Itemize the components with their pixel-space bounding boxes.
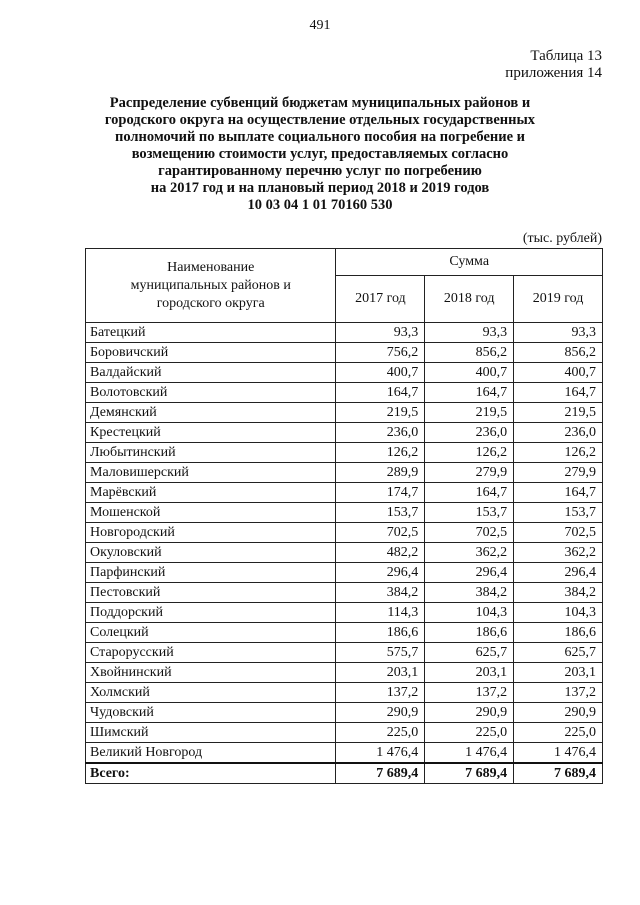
table-row [86, 743, 603, 764]
cell-2017: 93,3 [336, 323, 425, 343]
table-body [86, 323, 603, 784]
cell-2017: 702,5 [336, 523, 425, 543]
cell-2018: 236,0 [425, 423, 514, 443]
cell-district-name: Чудовский [86, 703, 336, 723]
cell-district-name: Мошенской [86, 503, 336, 523]
cell-district-name: Пестовский [86, 583, 336, 603]
cell-2019: 137,2 [514, 683, 603, 703]
table-row [86, 623, 603, 643]
cell-2017: 174,7 [336, 483, 425, 503]
cell-2019: 219,5 [514, 403, 603, 423]
table-row [86, 543, 603, 563]
cell-2017: 482,2 [336, 543, 425, 563]
cell-district-name: Демянский [86, 403, 336, 423]
cell-2019: 384,2 [514, 583, 603, 603]
table-row [86, 703, 603, 723]
cell-district-name: Батецкий [86, 323, 336, 343]
table-row [86, 643, 603, 663]
table-row [86, 363, 603, 383]
table-row [86, 663, 603, 683]
cell-2017: 126,2 [336, 443, 425, 463]
table-row [86, 483, 603, 503]
cell-2017: 289,9 [336, 463, 425, 483]
table-row [86, 603, 603, 623]
cell-2018: 153,7 [425, 503, 514, 523]
cell-district-name: Великий Новгород [86, 743, 336, 764]
table-row [86, 563, 603, 583]
cell-2019: 1 476,4 [514, 743, 603, 764]
cell-2017: 756,2 [336, 343, 425, 363]
title-line: гарантированному перечню услуг по погребению [158, 163, 482, 179]
page-number: 491 [309, 18, 331, 33]
cell-district-name: Крестецкий [86, 423, 336, 443]
cell-2018: 126,2 [425, 443, 514, 463]
cell-2018: 362,2 [425, 543, 514, 563]
cell-2017: 153,7 [336, 503, 425, 523]
cell-2018: 164,7 [425, 383, 514, 403]
units-label: (тыс. рублей) [522, 231, 602, 246]
header-year-2019: 2019 год [514, 276, 603, 323]
header-sum: Сумма [336, 249, 603, 276]
cell-district-name: Окуловский [86, 543, 336, 563]
cell-2019: 153,7 [514, 503, 603, 523]
cell-2019: 856,2 [514, 343, 603, 363]
cell-2019: 164,7 [514, 483, 603, 503]
header-year-2017: 2017 год [336, 276, 425, 323]
header-name-line: Наименование [167, 259, 255, 275]
cell-2017: 7 689,4 [336, 763, 425, 784]
cell-2019: 7 689,4 [514, 763, 603, 784]
cell-2019: 126,2 [514, 443, 603, 463]
table-row [86, 403, 603, 423]
cell-2018: 1 476,4 [425, 743, 514, 764]
cell-2019: 625,7 [514, 643, 603, 663]
budget-code-line: 10 03 04 1 01 70160 530 [247, 197, 393, 213]
cell-2017: 219,5 [336, 403, 425, 423]
cell-2017: 400,7 [336, 363, 425, 383]
header-name [86, 249, 336, 323]
table-row [86, 723, 603, 743]
cell-2019: 362,2 [514, 543, 603, 563]
title-line: Распределение субвенций бюджетам муниципальных районов и [109, 95, 531, 111]
cell-2019: 702,5 [514, 523, 603, 543]
table-reference [505, 48, 602, 82]
cell-district-name: Валдайский [86, 363, 336, 383]
cell-district-name: Волотовский [86, 383, 336, 403]
header-name-line: муниципальных районов и [130, 277, 291, 293]
cell-2018: 203,1 [425, 663, 514, 683]
cell-2017: 575,7 [336, 643, 425, 663]
cell-2018: 290,9 [425, 703, 514, 723]
cell-2017: 186,6 [336, 623, 425, 643]
cell-district-name: Поддорский [86, 603, 336, 623]
cell-2018: 296,4 [425, 563, 514, 583]
cell-district-name: Холмский [86, 683, 336, 703]
cell-district-name: Старорусский [86, 643, 336, 663]
table-row [86, 523, 603, 543]
document-title [90, 95, 550, 214]
cell-2018: 219,5 [425, 403, 514, 423]
cell-2019: 164,7 [514, 383, 603, 403]
total-row [86, 763, 603, 784]
cell-2019: 104,3 [514, 603, 603, 623]
cell-district-name: Солецкий [86, 623, 336, 643]
table-row [86, 383, 603, 403]
table-ref-line2: приложения 14 [505, 65, 602, 81]
cell-district-name: Парфинский [86, 563, 336, 583]
cell-2018: 137,2 [425, 683, 514, 703]
table-row [86, 463, 603, 483]
cell-2018: 93,3 [425, 323, 514, 343]
cell-2018: 7 689,4 [425, 763, 514, 784]
cell-district-name: Хвойнинский [86, 663, 336, 683]
cell-2018: 225,0 [425, 723, 514, 743]
cell-2019: 400,7 [514, 363, 603, 383]
cell-2017: 225,0 [336, 723, 425, 743]
table-row [86, 343, 603, 363]
cell-2018: 702,5 [425, 523, 514, 543]
cell-2019: 296,4 [514, 563, 603, 583]
cell-district-name: Шимский [86, 723, 336, 743]
cell-2018: 279,9 [425, 463, 514, 483]
cell-2019: 203,1 [514, 663, 603, 683]
table-row [86, 503, 603, 523]
cell-2017: 164,7 [336, 383, 425, 403]
cell-2018: 104,3 [425, 603, 514, 623]
title-line: возмещению стоимости услуг, предоставляемых согласно [131, 146, 509, 162]
table-row [86, 323, 603, 343]
cell-2019: 93,3 [514, 323, 603, 343]
table-row [86, 423, 603, 443]
cell-district-name: Марёвский [86, 483, 336, 503]
cell-2019: 186,6 [514, 623, 603, 643]
cell-2018: 164,7 [425, 483, 514, 503]
title-line: полномочий по выплате социального пособия на погребение и [114, 129, 526, 145]
cell-2017: 296,4 [336, 563, 425, 583]
cell-district-name: Боровичский [86, 343, 336, 363]
cell-2019: 279,9 [514, 463, 603, 483]
table-row [86, 683, 603, 703]
cell-2017: 290,9 [336, 703, 425, 723]
cell-2017: 1 476,4 [336, 743, 425, 764]
cell-2017: 236,0 [336, 423, 425, 443]
cell-district-name: Маловишерский [86, 463, 336, 483]
cell-2018: 186,6 [425, 623, 514, 643]
cell-district-name: Всего: [86, 763, 336, 784]
cell-2017: 137,2 [336, 683, 425, 703]
table-ref-line1: Таблица 13 [530, 48, 602, 64]
table-row [86, 443, 603, 463]
cell-2019: 236,0 [514, 423, 603, 443]
header-year-2018: 2018 год [425, 276, 514, 323]
cell-2018: 384,2 [425, 583, 514, 603]
cell-2019: 225,0 [514, 723, 603, 743]
title-line: на 2017 год и на плановый период 2018 и 2019 годов [150, 180, 490, 196]
cell-2019: 290,9 [514, 703, 603, 723]
cell-2017: 384,2 [336, 583, 425, 603]
title-line: городского округа на осуществление отдельных государственных [104, 112, 536, 128]
cell-2018: 400,7 [425, 363, 514, 383]
cell-2018: 856,2 [425, 343, 514, 363]
cell-2017: 203,1 [336, 663, 425, 683]
subvention-table [85, 248, 603, 784]
cell-2018: 625,7 [425, 643, 514, 663]
cell-district-name: Новгородский [86, 523, 336, 543]
table-row [86, 583, 603, 603]
cell-2017: 114,3 [336, 603, 425, 623]
cell-district-name: Любытинский [86, 443, 336, 463]
header-name-line: городского округа [156, 295, 265, 311]
